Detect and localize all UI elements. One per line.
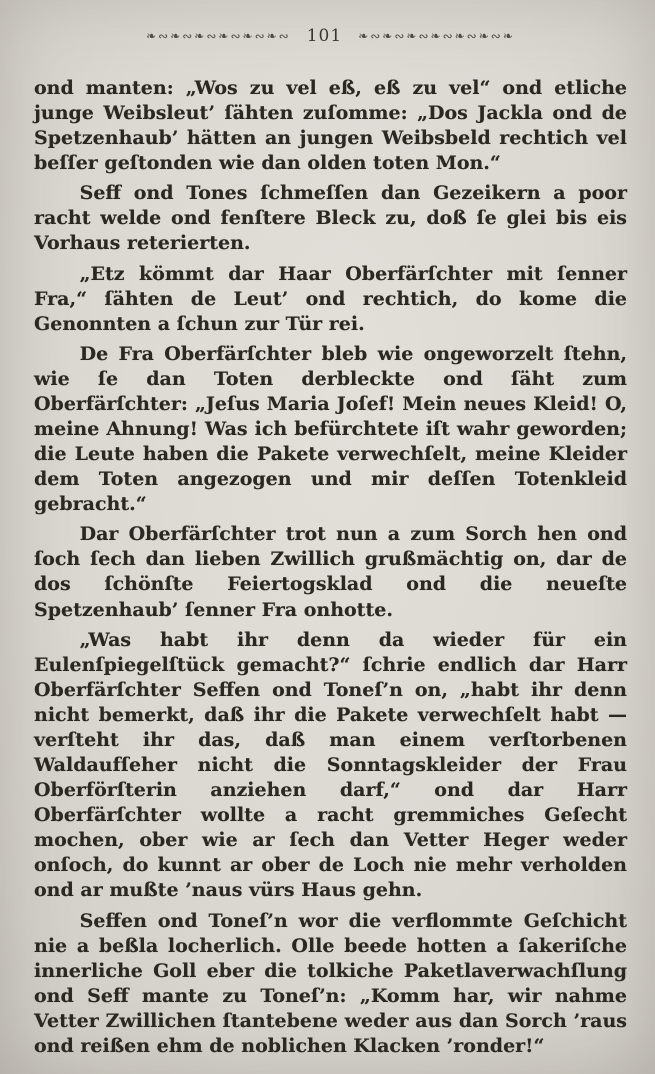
paragraph-5: Dar Oberfärſchter trot nun a zum Sorch hen ond ſoch ſech dan lieben Zwillich grußmächtig on, dar de dos ſchönſte Feiertogsklad ond die neueſte Spetzenhaub’ ſenner Fra onhotte. <box>34 523 627 621</box>
paragraph-2: Seff ond Tones ſchmeſſen dan Gezeikern a poor racht welde ond fenſtere Bleck zu, doß ſe glei bis eis Vorhaus reterierten. <box>34 182 627 255</box>
paragraph-3: „Etz kömmt dar Haar Oberfärſchter mit ſenner Fra,“ ſähten de Leut’ ond rechtich, do kome die Genonnten a ſchun zur Tür rei. <box>34 262 627 335</box>
paragraph-4: De Fra Oberfärſchter bleb wie ongeworzelt ſtehn, wie ſe dan Toten derbleckte ond ſäht zum Oberfärſchter: „Jeſus Maria Joſef! Mein neues Kleid! O, meine Ahnung! Was ich befürchtete iſt wahr geworden; die Leute haben die Pakete verwechſelt, meine Kleider dem Toten angezogen und mir deſſen Totenkleid gebracht.“ <box>34 342 627 516</box>
paragraph-1: ond manten: „Wos zu vel eß, eß zu vel“ ond etliche junge Weibsleut’ ſähten zuſomme: „Dos Jackla ond de Spetzenhaub’ hätten an jungen Weibsbeld rechtich vel beſſer geſtonden wie dan olden toten Mon.“ <box>34 77 627 175</box>
paragraph-6: „Was habt ihr denn da wieder für ein Eulenſpiegelſtück gemacht?“ ſchrie endlich dar Harr Oberfärſchter Seffen ond Toneſ’n on, „habt ihr denn nicht bemerkt, daß ihr die Pakete verwechſelt habt — verſteht ihr das, daß man einem verſtorbenen Waldaufſeher nicht die Sonntagskleider der Frau Oberförſterin anziehen darf,“ ond dar Harr Oberfärſchter wollte a racht gremmiches Geſecht mochen, ober wie ar ſech dan Vetter Heger weder onſoch, do kunnt ar ober de Loch nie mehr verholden ond ar mußte ’naus vürs Haus gehn. <box>34 628 627 902</box>
page-text <box>34 76 627 1059</box>
page-header <box>34 26 627 46</box>
page-number: 101 <box>306 26 343 46</box>
floral-ornament-left-icon: ❧∾❧∾❧∾❧∾❧∾❧∾ <box>146 29 291 43</box>
floral-ornament-right-icon: ❧∾❧∾❧∾❧∾❧∾❧∾❧ <box>358 29 515 43</box>
paragraph-7: Seffen ond Toneſ’n wor die verflommte Geſchicht nie a beßla locherlich. Olle beede hotten a ſakeriſche innerliche Goll eber die tolkiche Paketlaverwachſlung ond Seff mante zu Toneſ’n: „Komm har, wir nahme Vetter Zwillichen ſtantebene weder aus dan Sorch ’raus ond reißen ehm de noblichen Klacken ’ronder!“ <box>34 909 627 1057</box>
